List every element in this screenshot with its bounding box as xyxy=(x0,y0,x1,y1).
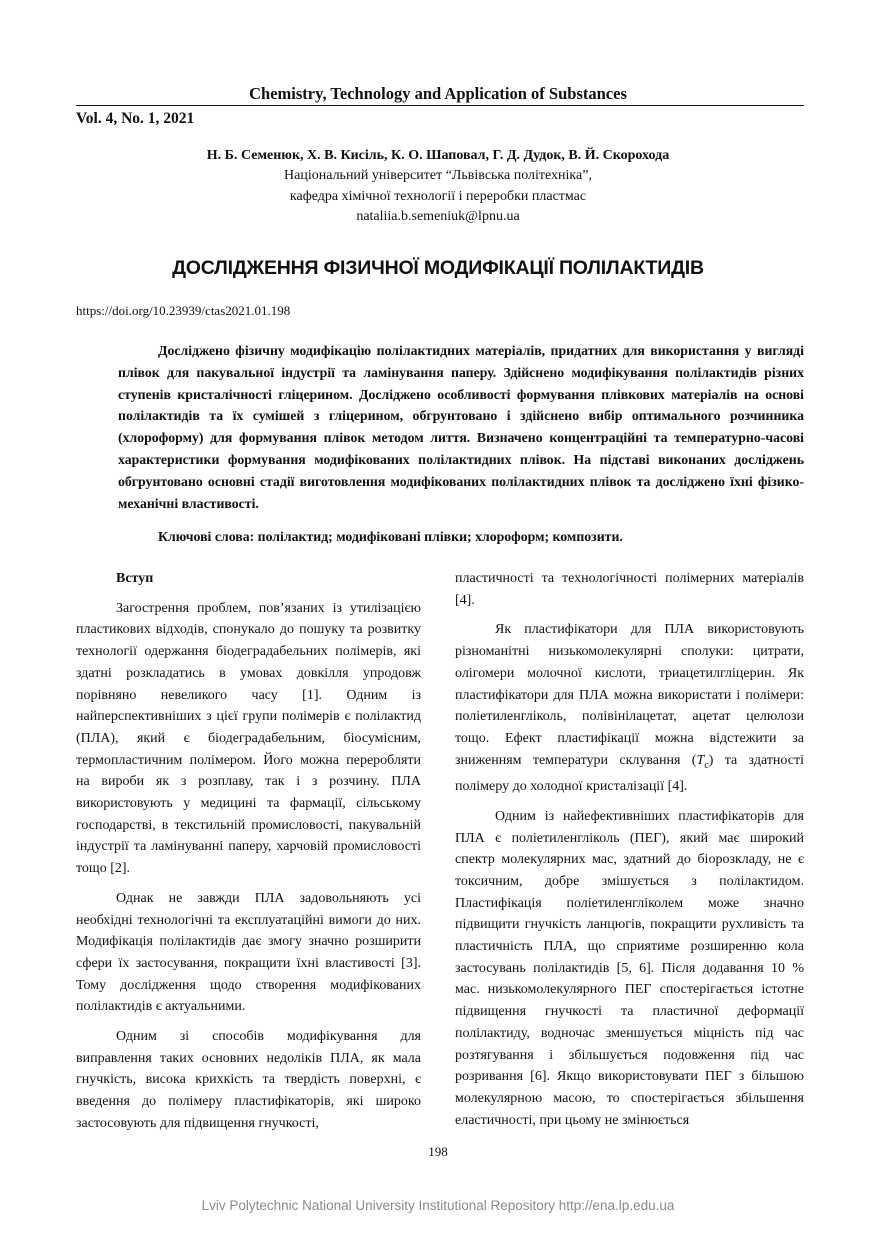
section-heading: Вступ xyxy=(116,571,154,586)
authors: Н. Б. Семенюк, Х. В. Кисіль, К. О. Шаповал, Г. Д. Дудок, В. Й. Скорохода xyxy=(206,148,670,163)
affiliation-department: кафедра хімічної технології і переробки пластмас xyxy=(289,189,587,204)
author-email[interactable]: nataliia.b.semeniuk@lpnu.ua xyxy=(356,209,520,224)
paragraph: Одним із найефективніших пластифікаторів для ПЛА є поліетиленгліколь (ПЕГ), який має широкий спектр молекулярних мас, здатний до біорозкладу, не є токсичним, добре змішується з полілактидом. Пластифікація поліетиленгліколем може значно підвищити гнучкість ланцюгів, покращити рухливість та пластичність ПЛА, що сприятиме розширенню кола застосувань полілактидів [5, 6]. Після додавання 10 % мас. низькомолекулярного ПЕГ спостерігається істотне підвищення гнучкості та пластичної деформації полілактиду, водночас зменшується міцність під час розтягування і збільшується подовження під час розривання [6]. Якщо використовувати ПЕГ з більшою молекулярною масою, то спостерігається збільшення еластичності, при цьому не змінюється xyxy=(455,808,804,1128)
volume-info: Vol. 4, No. 1, 2021 xyxy=(76,110,195,127)
paragraph-text: ) та здатності полімеру до холодної кристалізації [4]. xyxy=(455,752,804,795)
paragraph: пластичності та технологічності полімерних матеріалів [4]. xyxy=(455,571,804,608)
paragraph: Одним зі способів модифікування для виправлення таких основних недоліків ПЛА, як мала гнучкість, висока крихкість та твердість поверхні, є введення до полімеру пластифікаторів, які широко застосовують для підвищення гнучкості, xyxy=(76,1029,421,1131)
page-number: 198 xyxy=(428,1144,448,1159)
doi-link[interactable]: https://doi.org/10.23939/ctas2021.01.198 xyxy=(76,303,291,318)
affiliation-university: Національний університет “Львівська політехніка”, xyxy=(284,168,592,183)
keywords: Ключові слова: полілактид; модифіковані плівки; хлороформ; композити. xyxy=(158,529,623,544)
left-column xyxy=(76,568,421,1143)
paragraph-text: Як пластифікатори для ПЛА використовують різноманітні низькомолекулярні сполуки: цитрати, олігомери молочної кислоти, триацетилгліцерин. Як пластифікатори для ПЛА можна використати і полімери: поліетиленгліколь, полівінілацетат, ацетат целюлози тощо. Ефект пластифікації можна відстежити за зниженням температури склування ( xyxy=(455,622,804,768)
glass-transition-symbol: T xyxy=(696,752,705,768)
paper-title: ДОСЛІДЖЕННЯ ФІЗИЧНОЇ МОДИФІКАЦІЇ ПОЛІЛАКТИДІВ xyxy=(172,257,704,279)
paragraph: Однак не завжди ПЛА задовольняють усі необхідні технологічні та експлуатаційні вимоги до них. Модифікація полілактидів дає змогу значно розширити сфери їх застосування, покращити їхні властивості [3]. Тому дослідження щодо створення модифікованих полілактидів є актуальними. xyxy=(76,890,421,1015)
abstract: Досліджено фізичну модифікацію полілактидних матеріалів, придатних для використання у вигляді плівок для пакувальної індустрії та ламінування паперу. Здійснено модифікування полілактидів різних ступенів кристалічності гліцерином. Досліджено особливості формування плівкових матеріалів на основі полілактидів та їх сумішей з гліцерином, обгрунтовано і здійснено вибір оптимального розчинника (хлороформу) для формування плівок методом лиття. Визначено концентраційні та температурно-часові характеристики формування модифікованих полілактидних плівок. На підставі виконаних досліджень обгрунтовано основні стадії виготовлення модифікованих полілактидних плівок та досліджено їхні фізико-механічні властивості. xyxy=(118,343,804,511)
journal-title: Chemistry, Technology and Application of Substances xyxy=(249,84,627,103)
right-column xyxy=(455,568,804,1139)
header-rule xyxy=(76,105,804,106)
repository-footer: Lviv Polytechnic National University Institutional Repository http://ena.lp.edu.ua xyxy=(201,1198,675,1213)
glass-transition-subscript: c xyxy=(704,759,709,771)
paragraph xyxy=(455,619,804,797)
paragraph: Загострення проблем, пов’язаних із утилізацією пластикових відходів, спонукало до пошуку та розвитку технології одержання біодеградабельних полімерів, які здатні розкладатись в умовах довкілля упродовж порівняно невеликого часу [1]. Одним із найперспективніших з цієї групи полімерів є полілактид (ПЛА), який є біодеградабельним, біосумісним, термопластичним полімером. Його можна переробляти на вироби як з розплаву, так і з розчину. ПЛА використовують у медицині та фармації, сільському господарстві, в текстильній промисловості, пакувальній індустрії та ламінуванні паперу, харчовій промисловості тощо [2]. xyxy=(76,600,421,877)
